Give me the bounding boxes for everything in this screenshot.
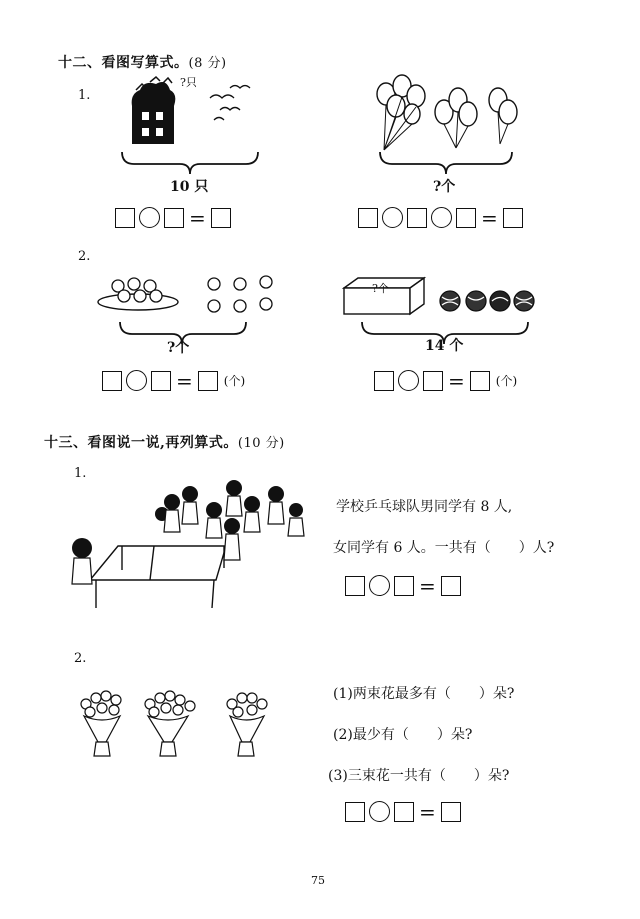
answer-box[interactable] [441, 576, 461, 596]
answer-box[interactable] [345, 802, 365, 822]
problem-13-1-line2: 女同学有 6 人。一共有（ ）人? [333, 540, 555, 556]
apples-icon [208, 276, 272, 312]
operator-circle[interactable] [369, 575, 390, 596]
balloons-icon [372, 74, 522, 152]
answer-box[interactable] [394, 576, 414, 596]
children-table-tennis-icon [66, 480, 316, 610]
balls-icon [438, 288, 538, 314]
equation-12-1-right [358, 207, 523, 228]
equals-sign: = [419, 799, 436, 824]
answer-box[interactable] [358, 208, 378, 228]
page-number: 75 [311, 874, 325, 887]
section-13-points: (10 分) [237, 436, 285, 451]
caption-12-2-right: 14 个 [425, 338, 464, 354]
problem-13-1-number: 1. [74, 466, 87, 481]
brace-12-1-right [378, 150, 514, 176]
operator-circle[interactable] [431, 207, 452, 228]
brace-12-1-left [120, 150, 260, 176]
answer-box[interactable] [470, 371, 490, 391]
section-12-title-text: 十二、看图写算式。 [58, 55, 189, 71]
answer-box[interactable] [345, 576, 365, 596]
problem-13-2-q2: (2)最少有（ ）朵? [333, 727, 473, 743]
equals-sign: = [448, 368, 465, 393]
problem-12-1-number: 1. [78, 88, 91, 103]
box-question-label: ?个 [372, 282, 389, 295]
operator-circle[interactable] [126, 370, 147, 391]
problem-13-2-q1: (1)两束花最多有（ ）朵? [333, 686, 515, 702]
caption-12-2-left: ?个 [167, 340, 190, 356]
equation-12-2-left [102, 370, 245, 391]
operator-circle[interactable] [398, 370, 419, 391]
answer-box[interactable] [164, 208, 184, 228]
equation-12-1-left [115, 207, 231, 228]
equals-sign: = [419, 573, 436, 598]
answer-box[interactable] [198, 371, 218, 391]
caption-12-1-right: ?个 [433, 179, 456, 195]
problem-12-2-number: 2. [78, 249, 91, 264]
equals-sign: = [176, 368, 193, 393]
answer-box[interactable] [503, 208, 523, 228]
equation-13-2 [345, 801, 461, 822]
unit-label: (个) [223, 374, 246, 388]
apple-plate-icon [96, 272, 282, 320]
answer-box[interactable] [423, 371, 443, 391]
answer-box[interactable] [211, 208, 231, 228]
answer-box[interactable] [394, 802, 414, 822]
unit-label: (个) [495, 374, 518, 388]
answer-box[interactable] [456, 208, 476, 228]
answer-box[interactable] [407, 208, 427, 228]
answer-box[interactable] [102, 371, 122, 391]
problem-13-2-q3: (3)三束花一共有（ ）朵? [328, 768, 510, 784]
answer-box[interactable] [374, 371, 394, 391]
equation-13-1 [345, 575, 461, 596]
section-12-points: (8 分) [188, 56, 227, 71]
section-13-title [44, 432, 285, 452]
problem-13-1-line1: 学校乒乓球队男同学有 8 人, [336, 499, 513, 515]
caption-12-1-left: 10 只 [170, 179, 209, 195]
section-13-title-text: 十三、看图说一说,再列算式。 [44, 435, 238, 451]
flower-bouquet-icon [74, 690, 274, 764]
answer-box[interactable] [115, 208, 135, 228]
answer-box[interactable] [151, 371, 171, 391]
equation-12-2-right [374, 370, 517, 391]
answer-box[interactable] [441, 802, 461, 822]
operator-circle[interactable] [369, 801, 390, 822]
equals-sign: = [481, 205, 498, 230]
problem-13-2-number: 2. [74, 651, 87, 666]
operator-circle[interactable] [382, 207, 403, 228]
operator-circle[interactable] [139, 207, 160, 228]
section-12-title [58, 52, 227, 72]
birds-question-label: ?只 [180, 76, 197, 89]
equals-sign: = [189, 205, 206, 230]
